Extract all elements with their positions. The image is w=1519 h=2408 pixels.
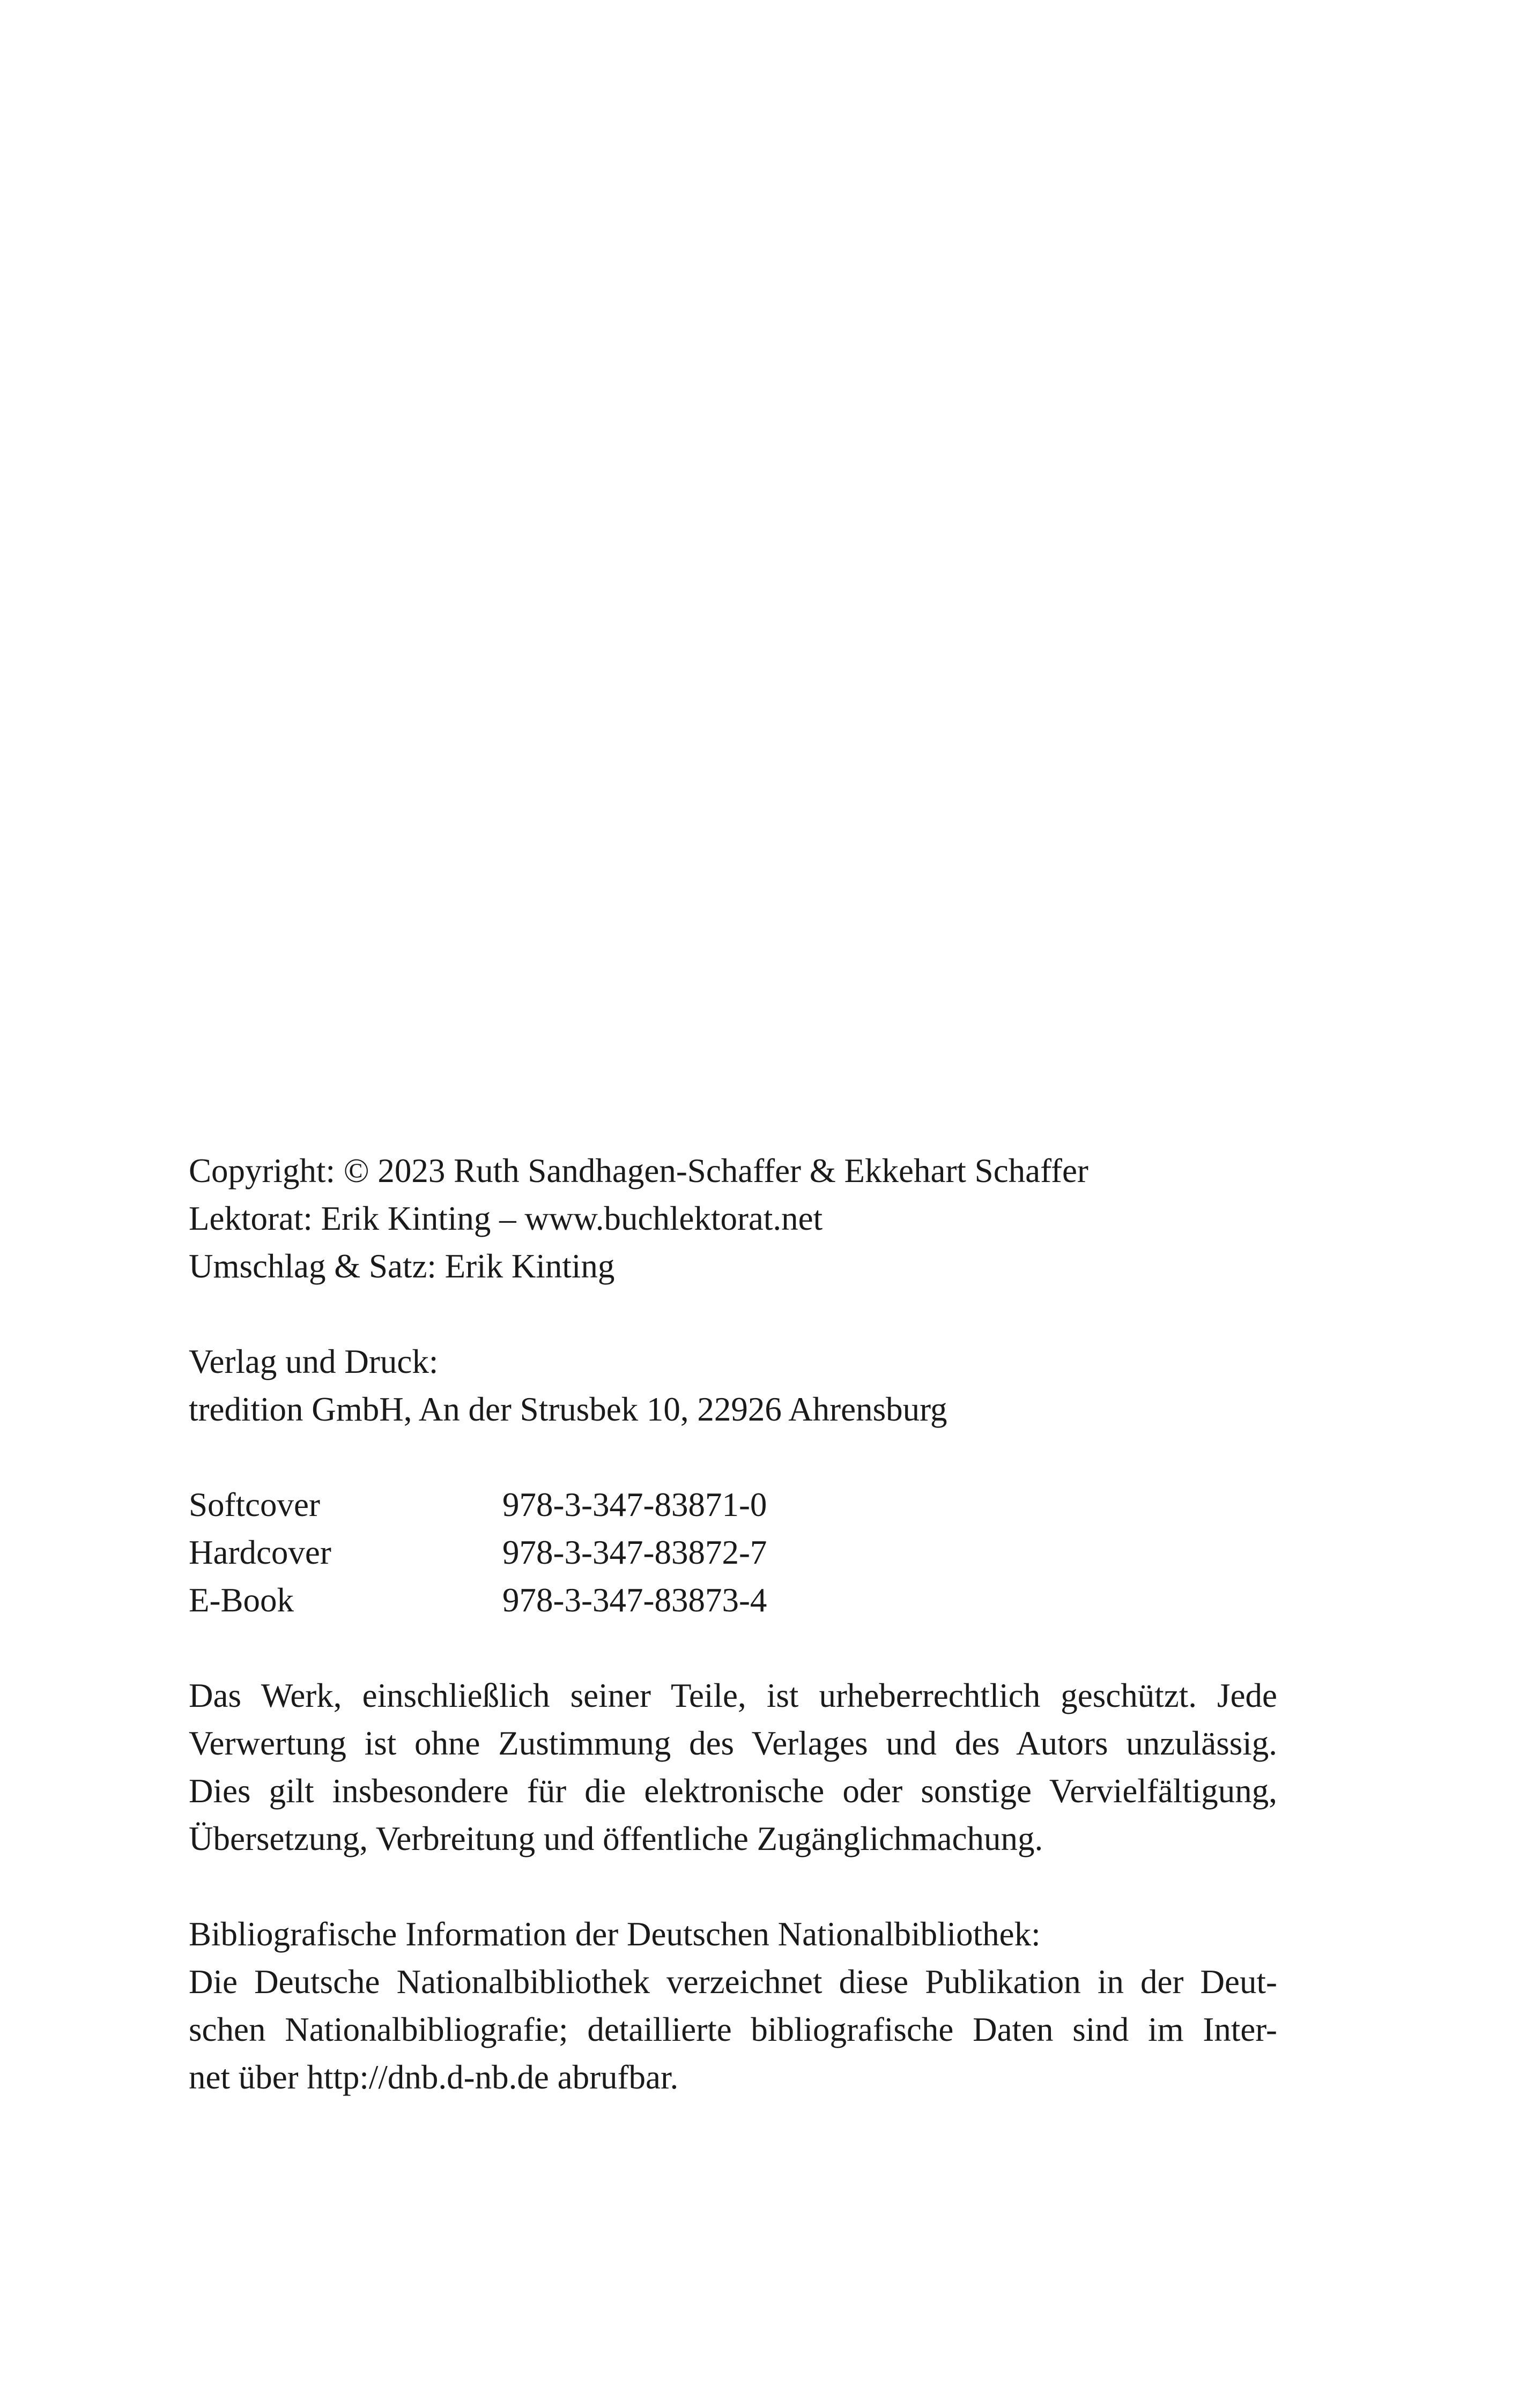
rights-notice-line: Das Werk, einschließlich seiner Teile, ist urheberrechtlich geschützt. Jede [189,1677,1277,1714]
isbn-row-softcover [189,1481,1277,1529]
imprint-text [189,1147,1277,2101]
isbn-format-label: Softcover [189,1486,320,1523]
isbn-format-label: E-Book [189,1581,294,1619]
isbn-number: 978-3-347-83873-4 [502,1581,767,1619]
bibliographic-line: Die Deutsche Nationalbibliothek verzeichnet diese Publikation in der Deut- [189,1963,1277,2001]
spacer [189,1290,1277,1338]
isbn-number: 978-3-347-83871-0 [502,1486,767,1523]
credits-block [189,1147,1277,1290]
bibliographic-line: net über http://dnb.d-nb.de abrufbar. [189,2058,679,2096]
isbn-block [189,1481,1277,1624]
bibliographic-line: schen Nationalbibliografie; detaillierte bibliografische Daten sind im Inter- [189,2011,1277,2048]
bibliographic-info [189,1911,1277,2101]
bibliographic-heading: Bibliografische Information der Deutschen Nationalbibliothek: [189,1915,1041,1953]
rights-notice-line: Verwertung ist ohne Zustimmung des Verlages und des Autors unzulässig. [189,1725,1277,1762]
copyright-line: Copyright: © 2023 Ruth Sandhagen-Schaffer & Ekkehart Schaffer [189,1152,1088,1190]
publisher-heading: Verlag und Druck: [189,1343,439,1380]
isbn-row-ebook [189,1577,1277,1624]
isbn-format-label: Hardcover [189,1534,331,1571]
rights-notice [189,1672,1277,1863]
publisher-block [189,1338,1277,1433]
editing-line: Lektorat: Erik Kinting – www.buchlektorat.net [189,1200,823,1237]
spacer [189,1863,1277,1911]
isbn-number: 978-3-347-83872-7 [502,1534,767,1571]
cover-typesetting-line: Umschlag & Satz: Erik Kinting [189,1247,615,1285]
spacer [189,1624,1277,1672]
rights-notice-line: Dies gilt insbesondere für die elektronische oder sonstige Vervielfältigung, [189,1772,1277,1810]
rights-notice-line: Übersetzung, Verbreitung und öffentliche Zugänglichmachung. [189,1820,1043,1857]
spacer [189,1433,1277,1481]
publisher-address: tredition GmbH, An der Strusbek 10, 22926 Ahrensburg [189,1391,947,1428]
isbn-row-hardcover [189,1529,1277,1577]
